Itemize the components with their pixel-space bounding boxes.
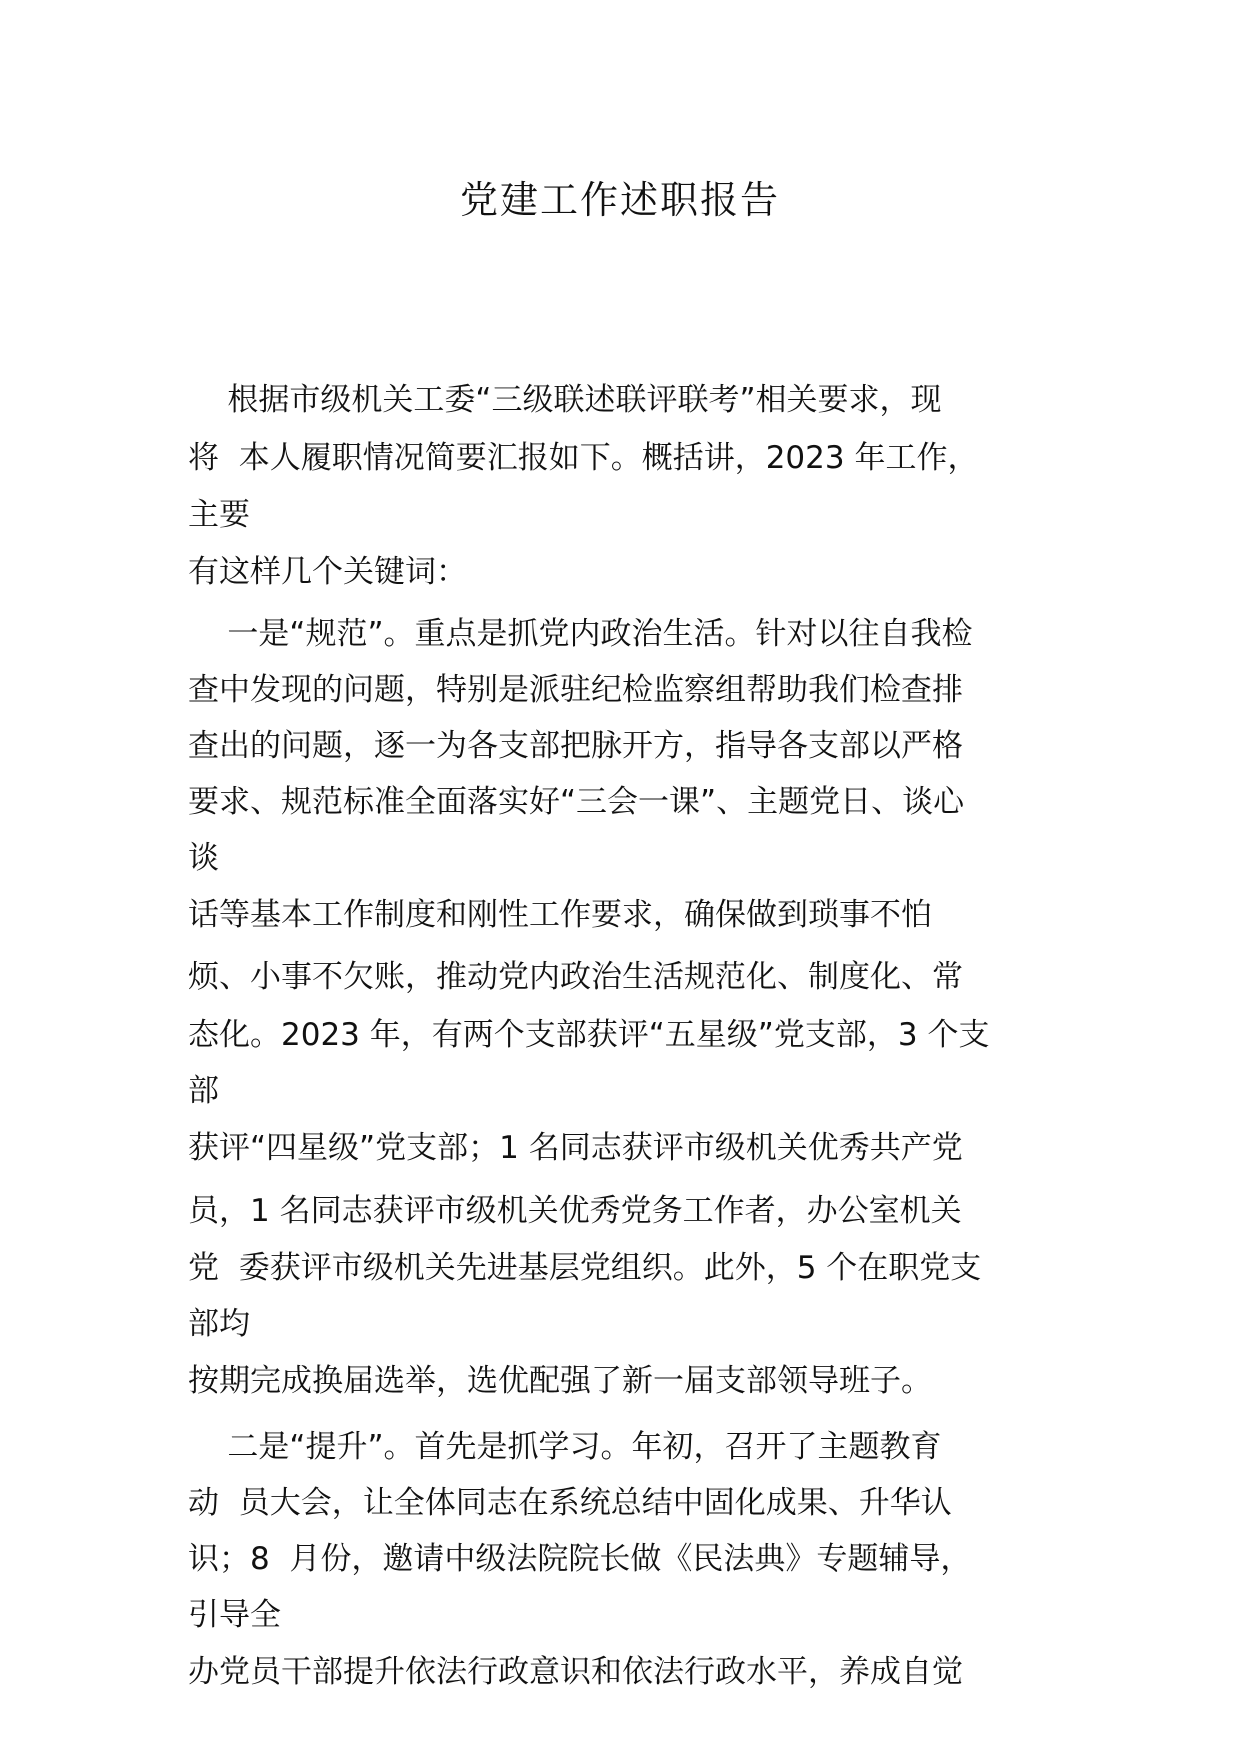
- body-line-22: 引导全: [188, 1597, 281, 1633]
- body-line-5: 一是“规范”。重点是抓党内政治生活。针对以往自我检: [188, 616, 973, 652]
- document-title: 党建工作述职报告: [459, 178, 780, 222]
- body-line-19: 二是“提升”。首先是抓学习。年初，召开了主题教育: [188, 1429, 942, 1465]
- body-line-14: 获评“四星级”党支部；1 名同志获评市级机关优秀共产党: [188, 1130, 963, 1166]
- body-line-4: 有这样几个关键词：: [188, 554, 467, 590]
- body-line-11: 烦、小事不欠账，推动党内政治生活规范化、制度化、常: [188, 959, 963, 995]
- body-line-20: 动 员大会，让全体同志在系统总结中固化成果、升华认: [188, 1485, 952, 1521]
- body-line-16: 党 委获评市级机关先进基层党组织。此外，5 个在职党支: [188, 1250, 982, 1286]
- body-line-7: 查出的问题，逐一为各支部把脉开方，指导各支部以严格: [188, 728, 963, 764]
- body-line-15: 员，1 名同志获评市级机关优秀党务工作者，办公室机关: [188, 1193, 962, 1229]
- body-line-6: 查中发现的问题，特别是派驻纪检监察组帮助我们检查排: [188, 672, 963, 708]
- body-line-8: 要求、规范标准全面落实好“三会一课”、主题党日、谈心: [188, 784, 965, 820]
- body-line-10: 话等基本工作制度和刚性工作要求，确保做到琐事不怕: [188, 897, 932, 933]
- body-line-1: 根据市级机关工委“三级联述联评联考”相关要求，现: [188, 382, 942, 418]
- body-line-9: 谈: [188, 840, 219, 876]
- body-line-3: 主要: [188, 497, 250, 533]
- body-line-2: 将 本人履职情况简要汇报如下。概括讲，2023 年工作，: [188, 440, 979, 476]
- body-line-12: 态化。2023 年，有两个支部获评“五星级”党支部，3 个支: [188, 1017, 990, 1053]
- body-line-21: 识；8 月份，邀请中级法院院长做《民法典》专题辅导，: [188, 1541, 972, 1577]
- body-line-13: 部: [188, 1073, 219, 1109]
- body-line-18: 按期完成换届选举，选优配强了新一届支部领导班子。: [188, 1363, 932, 1399]
- body-line-17: 部均: [188, 1306, 250, 1342]
- body-line-23: 办党员干部提升依法行政意识和依法行政水平，养成自觉: [188, 1654, 963, 1690]
